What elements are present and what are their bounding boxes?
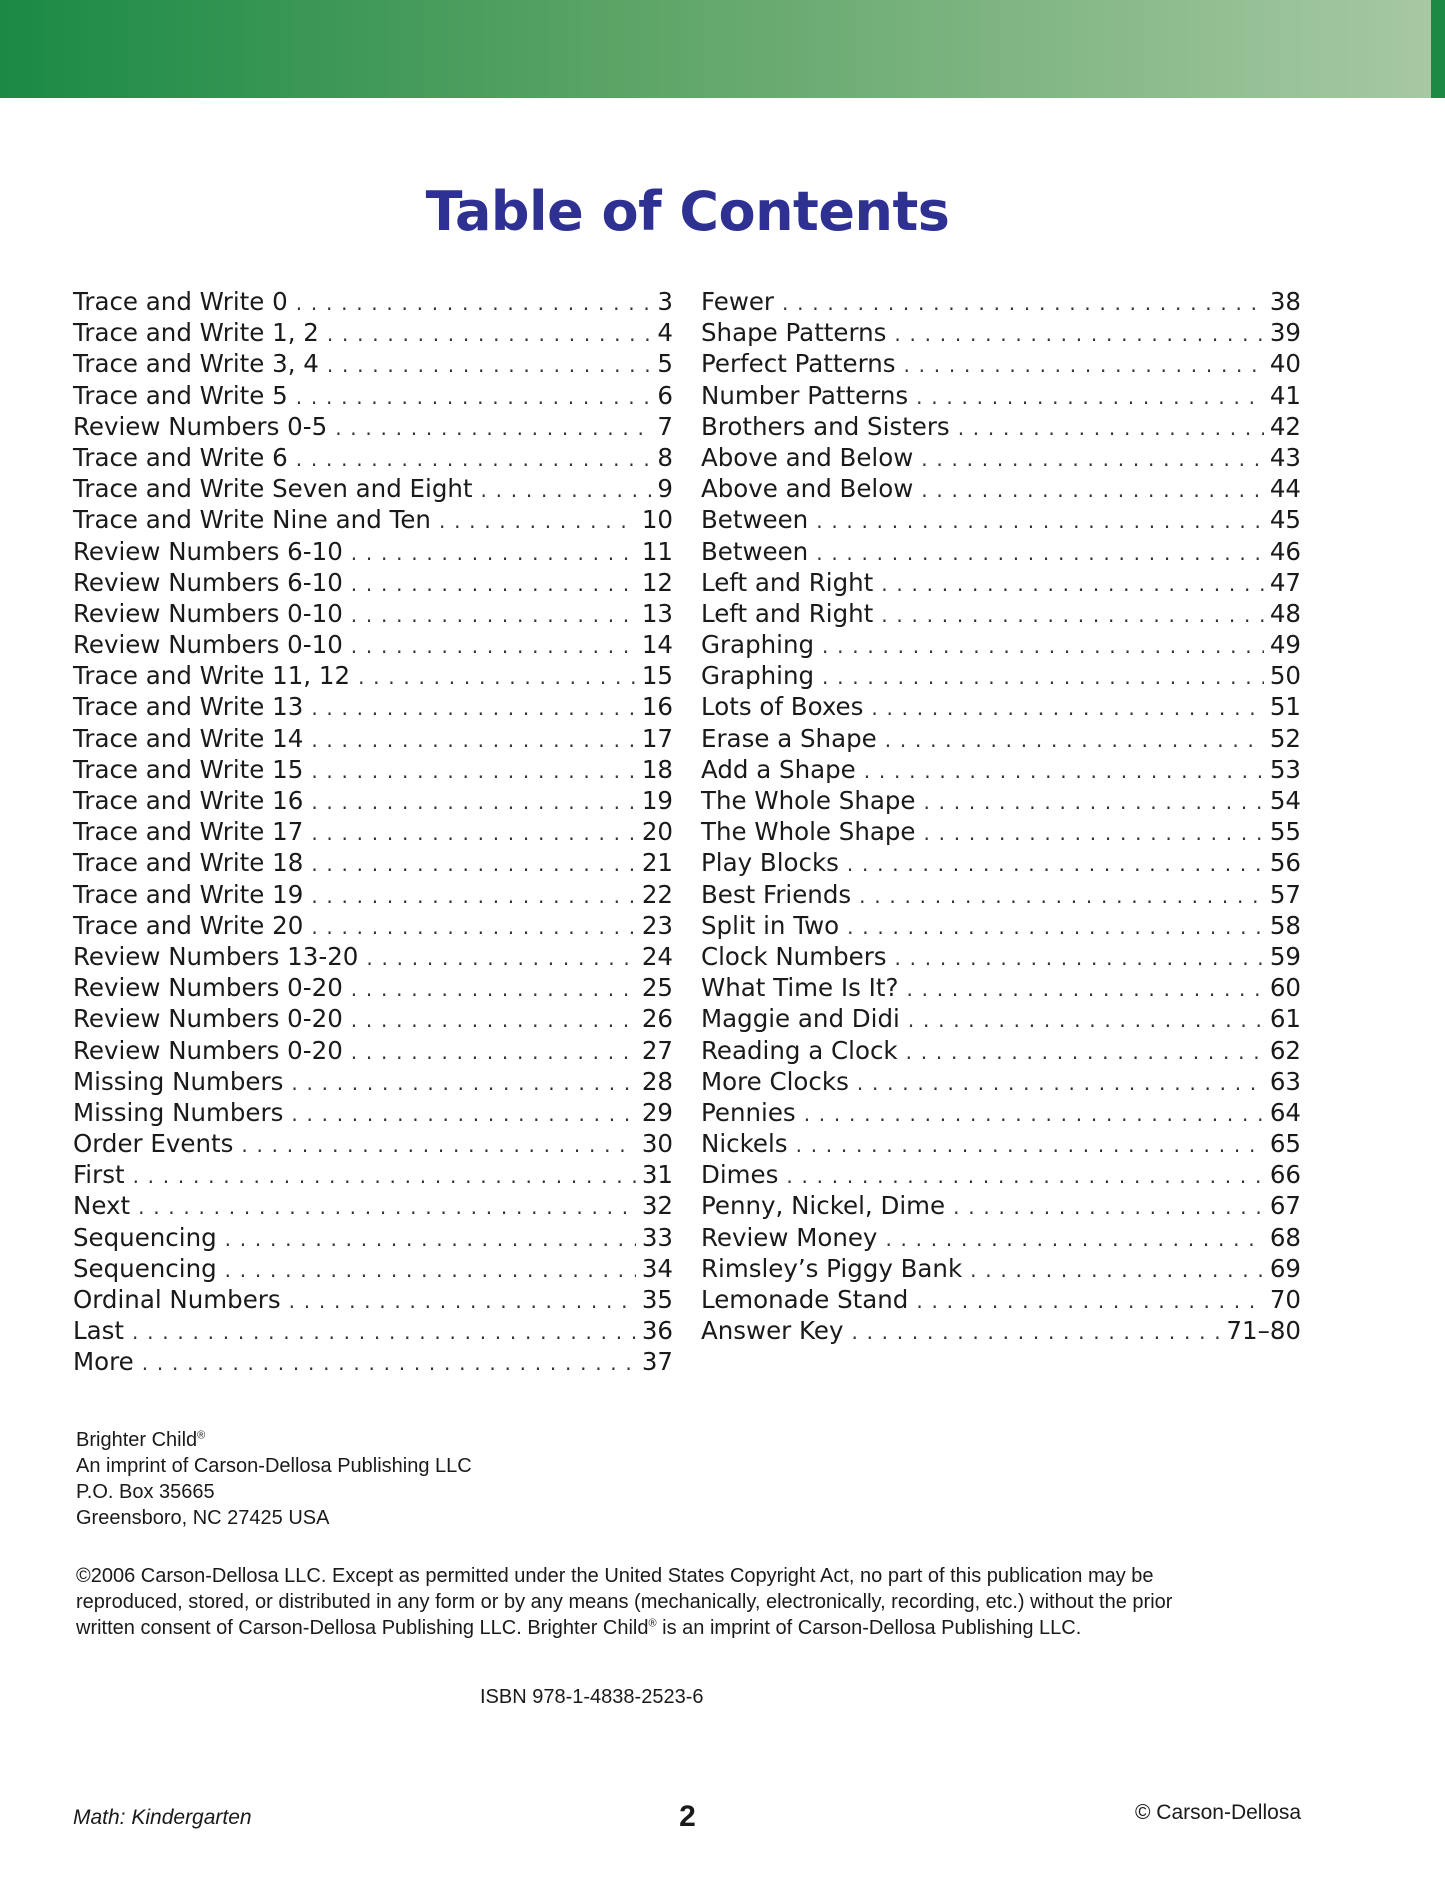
- toc-entry: [73, 816, 673, 847]
- toc-entry: [73, 1128, 673, 1159]
- toc-left-column: [73, 286, 673, 1378]
- imprint-brand-line: [76, 1427, 976, 1453]
- toc-leader-dots: [822, 662, 1264, 693]
- toc-leader-dots: [335, 413, 651, 444]
- toc-entry-page: 69: [1269, 1253, 1301, 1283]
- toc-entry-label: Trace and Write 17: [73, 817, 304, 847]
- toc-entry-page: 7: [657, 411, 673, 441]
- toc-entry-page: 37: [641, 1347, 673, 1377]
- toc-entry-label: Review Numbers 0-10: [73, 598, 343, 628]
- toc-entry-label: Review Numbers 13-20: [73, 941, 359, 971]
- toc-entry-page: 36: [641, 1316, 673, 1346]
- registered-mark: ®: [197, 1429, 206, 1442]
- toc-entry-page: 19: [641, 786, 673, 815]
- toc-leader-dots: [138, 1192, 636, 1223]
- toc-entry-page: 55: [1269, 817, 1301, 847]
- toc-entry-label: Ordinal Numbers: [73, 1285, 281, 1314]
- toc-entry: [701, 380, 1301, 411]
- footer-book-title: Math: Kindergarten: [73, 1806, 252, 1829]
- toc-entry-label: Dimes: [701, 1160, 779, 1190]
- toc-entry-page: 14: [641, 630, 673, 660]
- toc-entry-label: Order Events: [73, 1129, 234, 1159]
- toc-entry-page: 65: [1269, 1129, 1301, 1159]
- toc-entry-label: Missing Numbers: [73, 1097, 284, 1127]
- toc-leader-dots: [786, 1161, 1263, 1192]
- toc-leader-dots: [857, 1068, 1264, 1099]
- toc-entry: [73, 1097, 673, 1128]
- toc-leader-dots: [822, 631, 1264, 662]
- toc-entry: [73, 442, 673, 473]
- toc-entry-page: 51: [1269, 692, 1301, 722]
- toc-entry: [73, 723, 673, 754]
- toc-entry-page: 49: [1269, 630, 1301, 660]
- toc-leader-dots: [291, 1099, 635, 1130]
- toc-entry-page: 8: [657, 442, 673, 472]
- toc-entry-label: Rimsley’s Piggy Bank: [701, 1253, 963, 1283]
- toc-entry: [701, 691, 1301, 722]
- toc-right-column: [701, 286, 1301, 1346]
- toc-entry-label: Add a Shape: [701, 754, 856, 784]
- toc-leader-dots: [906, 1037, 1264, 1068]
- toc-entry: [701, 1035, 1301, 1066]
- toc-entry: [701, 941, 1301, 972]
- toc-entry: [701, 598, 1301, 629]
- toc-entry-label: Sequencing: [73, 1253, 217, 1283]
- toc-entry-page: 10: [641, 505, 673, 535]
- toc-entry-page: 59: [1269, 941, 1301, 971]
- toc-entry-label: Nickels: [701, 1129, 788, 1159]
- toc-entry-label: The Whole Shape: [701, 786, 916, 815]
- toc-entry: [701, 1315, 1301, 1346]
- toc-entry-label: Answer Key: [701, 1316, 844, 1346]
- footer-page-number: 2: [679, 1800, 696, 1833]
- toc-entry: [73, 1003, 673, 1034]
- toc-leader-dots: [132, 1317, 636, 1348]
- toc-entry-page: 6: [657, 380, 673, 410]
- toc-entry: [73, 1066, 673, 1097]
- toc-entry-page: 34: [641, 1253, 673, 1283]
- toc-leader-dots: [225, 1224, 636, 1255]
- toc-entry: [701, 1097, 1301, 1128]
- toc-entry-page: 31: [641, 1160, 673, 1190]
- toc-entry-label: The Whole Shape: [701, 817, 916, 847]
- toc-leader-dots: [311, 725, 636, 756]
- toc-leader-dots: [311, 787, 636, 818]
- toc-leader-dots: [864, 756, 1264, 787]
- toc-entry-page: 47: [1269, 567, 1301, 597]
- toc-leader-dots: [289, 1286, 636, 1317]
- toc-entry-label: Trace and Write 15: [73, 754, 304, 784]
- toc-entry-label: Trace and Write 5: [73, 380, 288, 410]
- toc-entry-page: 23: [641, 910, 673, 940]
- toc-entry: [73, 1159, 673, 1190]
- toc-leader-dots: [894, 319, 1263, 350]
- toc-entry: [73, 1253, 673, 1284]
- toc-entry-label: Above and Below: [701, 442, 914, 472]
- toc-entry: [73, 1284, 673, 1315]
- toc-leader-dots: [311, 912, 636, 943]
- toc-entry-label: Missing Numbers: [73, 1066, 284, 1096]
- toc-entry: [73, 536, 673, 567]
- toc-entry-label: Trace and Write Seven and Eight: [73, 474, 473, 504]
- toc-leader-dots: [958, 413, 1264, 444]
- toc-entry: [73, 941, 673, 972]
- toc-leader-dots: [351, 600, 636, 631]
- toc-entry: [701, 567, 1301, 598]
- registered-mark: ®: [648, 1617, 657, 1630]
- toc-entry-label: Best Friends: [701, 879, 852, 909]
- toc-leader-dots: [351, 569, 636, 600]
- toc-leader-dots: [291, 1068, 635, 1099]
- toc-entry-label: Lots of Boxes: [701, 692, 864, 722]
- toc-entry-label: Clock Numbers: [701, 941, 887, 971]
- toc-leader-dots: [908, 1005, 1264, 1036]
- toc-entry: [701, 504, 1301, 535]
- toc-entry-page: 3: [657, 287, 673, 316]
- toc-entry: [701, 910, 1301, 941]
- toc-leader-dots: [881, 569, 1264, 600]
- toc-entry: [73, 847, 673, 878]
- toc-entry: [701, 317, 1301, 348]
- toc-entry-page: 61: [1269, 1004, 1301, 1034]
- toc-entry-page: 64: [1269, 1097, 1301, 1127]
- toc-leader-dots: [351, 538, 636, 569]
- toc-leader-dots: [311, 849, 636, 880]
- toc-entry-page: 30: [641, 1129, 673, 1159]
- imprint-line: Greensboro, NC 27425 USA: [76, 1507, 330, 1529]
- toc-entry-label: More: [73, 1347, 134, 1377]
- imprint-line: P.O. Box 35665: [76, 1481, 215, 1503]
- toc-leader-dots: [816, 538, 1264, 569]
- toc-entry: [73, 286, 673, 317]
- toc-entry-page: 68: [1269, 1222, 1301, 1252]
- toc-entry-label: Last: [73, 1316, 125, 1346]
- toc-entry-label: Shape Patterns: [701, 318, 887, 348]
- toc-leader-dots: [351, 1037, 636, 1068]
- toc-entry-page: 57: [1269, 879, 1301, 909]
- toc-leader-dots: [311, 818, 636, 849]
- toc-entry: [701, 473, 1301, 504]
- toc-entry: [701, 1003, 1301, 1034]
- toc-entry-page: 12: [641, 567, 673, 597]
- toc-leader-dots: [871, 693, 1263, 724]
- toc-entry: [701, 816, 1301, 847]
- toc-entry: [701, 879, 1301, 910]
- toc-leader-dots: [851, 1317, 1220, 1348]
- toc-entry-label: Pennies: [701, 1097, 796, 1127]
- toc-entry-label: Split in Two: [701, 910, 840, 940]
- toc-leader-dots: [923, 818, 1263, 849]
- toc-entry-label: Number Patterns: [701, 380, 909, 410]
- toc-entry: [701, 442, 1301, 473]
- toc-entry: [701, 1190, 1301, 1221]
- toc-entry-page: 48: [1269, 598, 1301, 628]
- toc-entry: [701, 1284, 1301, 1315]
- toc-leader-dots: [782, 288, 1264, 319]
- toc-entry: [701, 1066, 1301, 1097]
- toc-entry: [73, 754, 673, 785]
- toc-entry-page: 66: [1269, 1160, 1301, 1190]
- toc-leader-dots: [225, 1255, 636, 1286]
- toc-entry-page: 40: [1269, 349, 1301, 379]
- toc-leader-dots: [296, 444, 652, 475]
- toc-entry-page: 67: [1269, 1191, 1301, 1221]
- toc-entry-page: 24: [641, 941, 673, 971]
- copyright-text-end: is an imprint of Carson-Dellosa Publishing LLC.: [656, 1617, 1082, 1639]
- toc-entry: [73, 691, 673, 722]
- toc-leader-dots: [885, 725, 1264, 756]
- toc-entry: [73, 1222, 673, 1253]
- toc-entry-label: Trace and Write 3, 4: [73, 349, 319, 379]
- copyright-text: ©2006 Carson-Dellosa LLC. Except as permitted under the United States Copyright Act, no part of this publication may be reproduced, stored, or distributed in any form or by any means (mechanically, electronically, recording, etc.) without the prior written consent of Carson-Dellosa Publishing LLC. Brighter Child: [76, 1565, 1173, 1639]
- toc-entry-label: Above and Below: [701, 474, 914, 504]
- toc-entry-page: 45: [1269, 505, 1301, 535]
- toc-entry: [73, 879, 673, 910]
- toc-leader-dots: [296, 382, 652, 413]
- toc-entry: [73, 629, 673, 660]
- toc-entry: [701, 660, 1301, 691]
- isbn: ISBN 978-1-4838-2523-6: [480, 1686, 704, 1708]
- toc-entry-page: 44: [1269, 474, 1301, 504]
- toc-entry: [73, 598, 673, 629]
- toc-entry-page: 25: [641, 973, 673, 1003]
- toc-leader-dots: [366, 943, 635, 974]
- toc-leader-dots: [296, 288, 652, 319]
- toc-entry: [73, 567, 673, 598]
- toc-entry-page: 38: [1269, 287, 1301, 316]
- toc-leader-dots: [311, 756, 636, 787]
- toc-leader-dots: [916, 1286, 1263, 1317]
- toc-entry: [701, 754, 1301, 785]
- toc-entry-label: Review Numbers 6-10: [73, 536, 343, 566]
- toc-leader-dots: [804, 1099, 1264, 1130]
- toc-entry: [73, 317, 673, 348]
- toc-entry-page: 28: [641, 1066, 673, 1096]
- toc-entry: [73, 1190, 673, 1221]
- toc-leader-dots: [327, 350, 652, 381]
- toc-entry: [73, 348, 673, 379]
- toc-entry-label: Sequencing: [73, 1222, 217, 1252]
- toc-entry-label: Review Numbers 0-5: [73, 411, 328, 441]
- toc-leader-dots: [816, 506, 1264, 537]
- toc-entry-page: 27: [641, 1035, 673, 1065]
- toc-entry: [73, 660, 673, 691]
- imprint-block: [76, 1427, 976, 1531]
- toc-leader-dots: [351, 1005, 636, 1036]
- toc-leader-dots: [916, 382, 1264, 413]
- toc-entry-label: Maggie and Didi: [701, 1004, 900, 1034]
- toc-leader-dots: [895, 943, 1264, 974]
- toc-entry-page: 17: [641, 723, 673, 753]
- toc-entry-label: What Time Is It?: [701, 973, 899, 1003]
- toc-entry: [701, 1222, 1301, 1253]
- toc-entry-label: Between: [701, 536, 809, 566]
- toc-leader-dots: [907, 974, 1264, 1005]
- toc-entry-label: Between: [701, 505, 809, 535]
- toc-leader-dots: [953, 1192, 1264, 1223]
- toc-entry-page: 22: [641, 879, 673, 909]
- toc-entry-label: Trace and Write 18: [73, 848, 304, 878]
- page-title: Table of Contents: [425, 180, 950, 243]
- toc-entry: [73, 785, 673, 816]
- toc-leader-dots: [133, 1161, 636, 1192]
- imprint-line: An imprint of Carson-Dellosa Publishing LLC: [76, 1455, 472, 1477]
- toc-entry-label: Trace and Write Nine and Ten: [73, 505, 431, 535]
- toc-entry-label: Review Numbers 0-20: [73, 1035, 343, 1065]
- toc-entry-label: Review Numbers 0-20: [73, 1004, 343, 1034]
- toc-leader-dots: [847, 849, 1264, 880]
- toc-entry-label: Trace and Write 19: [73, 879, 304, 909]
- toc-leader-dots: [885, 1224, 1263, 1255]
- toc-entry: [701, 411, 1301, 442]
- toc-entry-label: Trace and Write 20: [73, 910, 304, 940]
- toc-entry: [701, 348, 1301, 379]
- toc-entry: [701, 536, 1301, 567]
- toc-entry-label: Trace and Write 13: [73, 692, 304, 722]
- toc-entry-label: Fewer: [701, 287, 775, 316]
- toc-leader-dots: [481, 475, 652, 506]
- toc-entry-label: Reading a Clock: [701, 1035, 898, 1065]
- toc-entry-page: 70: [1269, 1285, 1301, 1314]
- toc-entry-page: 52: [1269, 723, 1301, 753]
- toc-entry: [73, 473, 673, 504]
- toc-leader-dots: [847, 912, 1264, 943]
- toc-entry-label: Penny, Nickel, Dime: [701, 1191, 946, 1221]
- toc-entry-page: 53: [1269, 754, 1301, 784]
- toc-entry: [73, 972, 673, 1003]
- copyright-notice: [76, 1563, 1186, 1641]
- toc-entry-page: 11: [641, 536, 673, 566]
- toc-entry-page: 9: [657, 474, 673, 504]
- toc-leader-dots: [351, 631, 636, 662]
- toc-leader-dots: [241, 1130, 635, 1161]
- toc-entry-page: 63: [1269, 1066, 1301, 1096]
- toc-entry: [701, 1253, 1301, 1284]
- toc-entry-page: 42: [1269, 411, 1301, 441]
- toc-entry-page: 33: [641, 1222, 673, 1252]
- toc-leader-dots: [859, 881, 1264, 912]
- toc-entry: [701, 1159, 1301, 1190]
- toc-entry-page: 41: [1269, 380, 1301, 410]
- toc-entry-label: Left and Right: [701, 598, 874, 628]
- toc-entry-label: Review Numbers 0-10: [73, 630, 343, 660]
- toc-entry-label: Play Blocks: [701, 848, 839, 878]
- toc-leader-dots: [921, 444, 1264, 475]
- toc-entry-label: Graphing: [701, 661, 815, 691]
- toc-entry-label: Trace and Write 11, 12: [73, 661, 351, 691]
- toc-leader-dots: [923, 787, 1263, 818]
- toc-entry-page: 18: [641, 754, 673, 784]
- toc-entry-label: Brothers and Sisters: [701, 411, 950, 441]
- toc-entry: [73, 411, 673, 442]
- toc-entry-page: 4: [657, 318, 673, 348]
- toc-entry-label: First: [73, 1160, 125, 1190]
- toc-entry-label: Review Numbers 6-10: [73, 567, 343, 597]
- toc-entry-page: 39: [1269, 318, 1301, 348]
- toc-entry-page: 62: [1269, 1035, 1301, 1065]
- header-band-edge: [1431, 0, 1445, 98]
- toc-entry: [701, 785, 1301, 816]
- toc-entry: [73, 1315, 673, 1346]
- toc-entry: [701, 629, 1301, 660]
- toc-entry-label: Lemonade Stand: [701, 1285, 909, 1314]
- toc-entry-page: 50: [1269, 661, 1301, 691]
- toc-entry: [73, 910, 673, 941]
- toc-leader-dots: [439, 506, 636, 537]
- toc-leader-dots: [970, 1255, 1264, 1286]
- toc-entry: [701, 847, 1301, 878]
- toc-leader-dots: [327, 319, 652, 350]
- toc-entry: [73, 380, 673, 411]
- toc-leader-dots: [358, 662, 636, 693]
- toc-entry-page: 58: [1269, 910, 1301, 940]
- toc-entry-page: 13: [641, 598, 673, 628]
- toc-entry-page: 56: [1269, 848, 1301, 878]
- toc-leader-dots: [796, 1130, 1264, 1161]
- toc-entry-label: Next: [73, 1191, 131, 1221]
- toc-entry: [73, 1035, 673, 1066]
- footer-publisher: © Carson-Dellosa: [1134, 1801, 1301, 1824]
- toc-leader-dots: [881, 600, 1264, 631]
- toc-entry-label: Trace and Write 6: [73, 442, 288, 472]
- toc-entry-label: Review Money: [701, 1222, 878, 1252]
- toc-entry: [701, 723, 1301, 754]
- toc-entry-page: 26: [641, 1004, 673, 1034]
- toc-entry: [73, 1346, 673, 1377]
- toc-leader-dots: [904, 350, 1264, 381]
- toc-entry-page: 29: [641, 1097, 673, 1127]
- toc-entry-page: 54: [1269, 786, 1301, 815]
- toc-entry: [701, 286, 1301, 317]
- toc-entry-label: Perfect Patterns: [701, 349, 896, 379]
- toc-entry-label: Trace and Write 14: [73, 723, 304, 753]
- toc-leader-dots: [311, 881, 636, 912]
- toc-entry: [701, 1128, 1301, 1159]
- toc-entry-label: Review Numbers 0-20: [73, 973, 343, 1003]
- toc-entry-label: Graphing: [701, 630, 815, 660]
- toc-leader-dots: [351, 974, 636, 1005]
- toc-entry-label: More Clocks: [701, 1066, 849, 1096]
- toc-entry: [701, 972, 1301, 1003]
- toc-entry-label: Trace and Write 0: [73, 287, 288, 316]
- toc-entry-label: Left and Right: [701, 567, 874, 597]
- toc-entry: [73, 504, 673, 535]
- toc-entry-page: 21: [641, 848, 673, 878]
- toc-entry-page: 71–80: [1226, 1316, 1301, 1346]
- toc-entry-page: 60: [1269, 973, 1301, 1003]
- toc-entry-page: 35: [641, 1285, 673, 1314]
- toc-leader-dots: [311, 693, 636, 724]
- toc-entry-label: Erase a Shape: [701, 723, 877, 753]
- toc-entry-page: 16: [641, 692, 673, 722]
- imprint-brand: Brighter Child: [76, 1429, 198, 1451]
- toc-leader-dots: [921, 475, 1264, 506]
- toc-entry-page: 43: [1269, 442, 1301, 472]
- toc-entry-page: 32: [641, 1191, 673, 1221]
- header-band: [0, 0, 1445, 98]
- toc-entry-page: 15: [641, 661, 673, 691]
- toc-entry-label: Trace and Write 16: [73, 786, 304, 815]
- toc-leader-dots: [142, 1348, 636, 1379]
- toc-entry-page: 46: [1269, 536, 1301, 566]
- toc-entry-page: 5: [657, 349, 673, 379]
- toc-entry-page: 20: [641, 817, 673, 847]
- toc-entry-label: Trace and Write 1, 2: [73, 318, 319, 348]
